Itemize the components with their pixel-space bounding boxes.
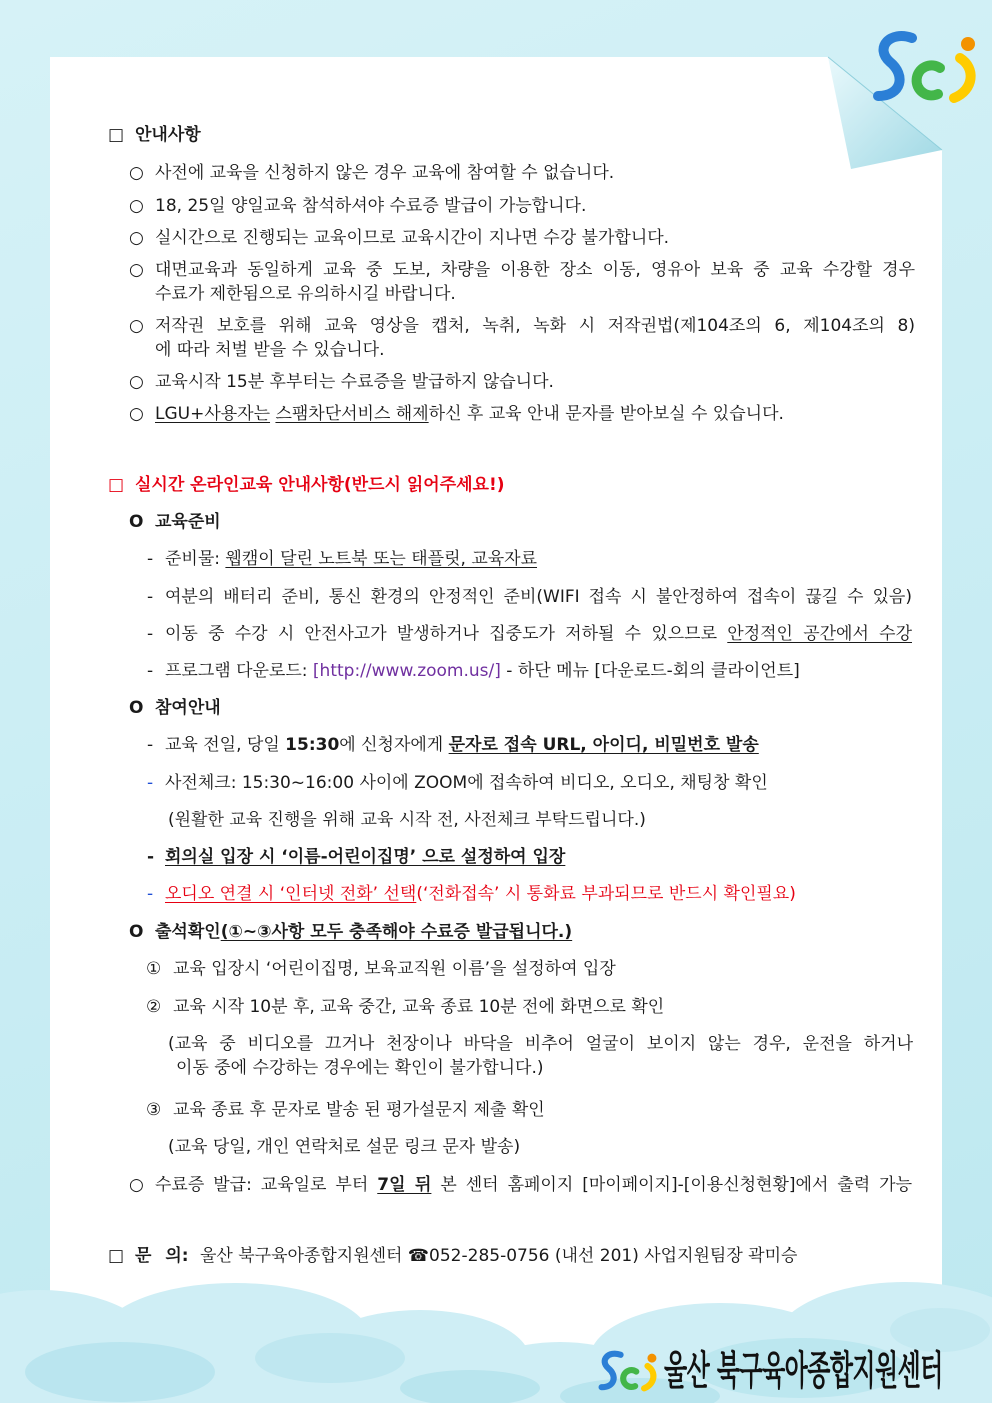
notice-item-6 — [129, 370, 915, 394]
dash-marker: - — [147, 661, 154, 681]
step-note-line: (교육 중 비디오를 끄거나 천장이나 바닥을 비추어 얼굴이 보이지 않는 경우, 운전을 하거나 — [168, 1034, 913, 1054]
notice-item-text: 사전에 교육을 신청하지 않은 경우 교육에 참여할 수 없습니다. — [155, 163, 615, 183]
send-time: 15:30 — [285, 735, 340, 755]
step-text: 교육 입장시 ‘어린이집명, 보육교직원 이름’을 설정하여 입장 — [173, 959, 616, 979]
notice-item-line: 수료가 제한됨으로 유의하시길 바랍니다. — [155, 284, 456, 304]
online-heading — [108, 473, 505, 497]
download-label: 프로그램 다운로드: — [165, 661, 308, 681]
step-text: 교육 시작 10분 후, 교육 중간, 교육 종료 10분 전에 화면으로 확인 — [173, 997, 665, 1017]
download-menu-path: - 하단 메뉴 [다운로드-회의 클라이언트] — [506, 661, 800, 681]
bullet-marker: ○ — [129, 372, 144, 392]
heading-square-marker: □ — [108, 1246, 125, 1266]
notice-item-7 — [129, 402, 915, 426]
participation-heading — [129, 696, 221, 720]
participation-precheck-note — [168, 808, 646, 832]
spam-block-underlined: 스팸차단서비스 해제 — [275, 404, 429, 424]
footer-brand-name: 울산 북구육아종합지원센터 — [664, 1348, 943, 1394]
notice-item-3 — [129, 226, 915, 250]
room-entry-text — [165, 845, 912, 869]
participation-audio — [147, 882, 912, 906]
notice-item-text: 18, 25일 양일교육 참석하셔야 수료증 발급이 가능합니다. — [155, 196, 587, 216]
audio-underlined: 오디오 연결 시 ‘인터넷 전화’ 선택 — [165, 884, 417, 904]
bullet-marker: ○ — [129, 260, 144, 280]
download-text — [165, 659, 912, 683]
certificate-highlight: 7일 뒤 — [377, 1175, 432, 1195]
bullet-marker: ○ — [129, 404, 144, 424]
notice-item-text: 실시간으로 진행되는 교육이므로 교육시간이 지나면 수강 불가합니다. — [155, 228, 670, 248]
supplies-value: 웹캠이 달린 노트북 또는 태플릿, 교육자료 — [225, 549, 538, 569]
preparation-title: 교육준비 — [155, 512, 221, 532]
attendance-heading — [129, 920, 572, 944]
moving-underlined: 안정적인 공간에서 수강 — [727, 624, 912, 644]
moving-text — [165, 622, 912, 646]
notice-item-line: 대면교육과 동일하게 교육 중 도보, 차량을 이용한 장소 이동, 영유아 보육 중 교육 수강할 경우 — [155, 260, 915, 280]
step-number: ① — [146, 959, 162, 979]
participation-title: 참여안내 — [155, 698, 221, 718]
audio-text — [165, 882, 912, 906]
attendance-title-note: (①~③사항 모두 충족해야 수료증 발급됩니다.) — [220, 922, 573, 942]
zoom-download-link[interactable]: [http://www.zoom.us/] — [312, 661, 501, 681]
attendance-title: 출석확인 — [155, 922, 221, 942]
heading-square-marker: □ — [108, 475, 125, 495]
participation-send — [147, 733, 912, 757]
contact-label: 문 의: — [135, 1246, 189, 1266]
dash-marker: - — [147, 587, 154, 607]
notice-item-text — [155, 402, 915, 426]
dash-marker: - — [147, 773, 154, 793]
step-number: ③ — [146, 1100, 162, 1120]
center-logo-icon — [868, 28, 986, 106]
attendance-step-2 — [146, 995, 913, 1019]
notice-item-line: 저작권 보호를 위해 교육 영상을 캡처, 녹취, 녹화 시 저작권법(제104조의 6, 제104조의 8) — [155, 316, 915, 336]
dash-marker: - — [147, 847, 155, 867]
supplies-label: 준비물: — [165, 549, 220, 569]
notice-item-2 — [129, 194, 915, 218]
precheck-text: 사전체크: 15:30~16:00 사이에 ZOOM에 접속하여 비디오, 오디오, 채팅창 확인 — [165, 773, 768, 793]
bullet-marker: ○ — [129, 196, 144, 216]
step-note-text: (교육 당일, 개인 연락처로 설문 링크 문자 발송) — [168, 1137, 521, 1157]
send-text — [165, 733, 912, 757]
moving-warning: 이동 중 수강 시 안전사고가 발생하거나 집중도가 저하될 수 있으므로 — [165, 624, 718, 644]
certificate-before: 수료증 발급: 교육일로 부터 — [155, 1175, 369, 1195]
battery-text: 여분의 배터리 준비, 통신 환경의 안정적인 준비(WIFI 접속 시 불안정하여 접속이 끊길 수 있음) — [165, 587, 912, 607]
audio-rest: (‘전화접속’ 시 통화료 부과되므로 반드시 확인필요) — [416, 884, 796, 904]
step-note-text — [168, 1032, 913, 1080]
online-heading-title: 실시간 온라인교육 안내사항(반드시 읽어주세요!) — [135, 475, 505, 495]
attendance-step-1 — [146, 957, 913, 981]
notice-item-text — [155, 314, 915, 362]
center-logo-icon — [596, 1342, 662, 1400]
step-text: 교육 종료 후 문자로 발송 된 평가설문지 제출 확인 — [173, 1100, 545, 1120]
bullet-marker: ○ — [129, 163, 144, 183]
lgu-user-underlined: LGU+사용자는 — [155, 404, 271, 424]
certificate-text — [155, 1173, 912, 1197]
precheck-note-text: (원활한 교육 진행을 위해 교육 시작 전, 사전체크 부탁드립니다.) — [168, 810, 646, 830]
notice-item-5 — [129, 314, 915, 362]
sub-heading-marker: O — [129, 698, 144, 718]
preparation-battery — [147, 585, 912, 609]
room-entry-underlined: 회의실 입장 시 ‘이름-어린이집명’ 으로 설정하여 입장 — [165, 847, 566, 867]
attendance-step-3 — [146, 1098, 913, 1122]
bullet-marker: ○ — [129, 316, 144, 336]
send-before: 교육 전일, 당일 — [165, 735, 280, 755]
notice-item-line: 에 따라 처벌 받을 수 있습니다. — [155, 340, 385, 360]
bullet-marker: ○ — [129, 228, 144, 248]
notice-item-rest: 하신 후 교육 안내 문자를 받아보실 수 있습니다. — [428, 404, 784, 424]
dash-marker: - — [147, 549, 154, 569]
bullet-marker: ○ — [129, 1175, 144, 1195]
contact-text: 울산 북구육아종합지원센터 ☎052-285-0756 (내선 201) 사업지원팀장 곽미승 — [200, 1246, 798, 1266]
preparation-heading — [129, 510, 221, 534]
preparation-download — [147, 659, 912, 683]
sub-heading-marker: O — [129, 512, 144, 532]
send-underlined: 문자로 접속 URL, 아이디, 비밀번호 발송 — [448, 735, 759, 755]
dash-marker: - — [147, 735, 154, 755]
send-middle: 에 신청자에게 — [339, 735, 444, 755]
participation-room-entry — [147, 845, 912, 869]
certificate-issue — [129, 1173, 912, 1197]
sub-heading-marker: O — [129, 922, 144, 942]
preparation-moving — [147, 622, 912, 646]
notice-item-text — [155, 258, 915, 306]
preparation-supplies — [147, 547, 912, 571]
step-number: ② — [146, 997, 162, 1017]
dash-marker: - — [147, 624, 154, 644]
attendance-step-2-note — [168, 1032, 913, 1080]
certificate-after: 본 센터 홈페이지 [마이페이지]-[이용신청현황]에서 출력 가능 — [440, 1175, 912, 1195]
participation-precheck — [147, 771, 912, 795]
notice-item-1 — [129, 161, 915, 185]
heading-square-marker: □ — [108, 125, 125, 145]
step-note-line: 이동 중에 수강하는 경우에는 확인이 불가합니다.) — [176, 1058, 544, 1078]
supplies-text — [165, 547, 912, 571]
notice-item-4 — [129, 258, 915, 306]
attendance-title-group — [155, 920, 572, 944]
attendance-step-3-note — [168, 1135, 520, 1159]
dash-marker: - — [147, 884, 154, 904]
notice-item-text: 교육시작 15분 후부터는 수료증을 발급하지 않습니다. — [155, 372, 554, 392]
notice-heading-title: 안내사항 — [135, 125, 201, 145]
notice-heading — [108, 123, 201, 147]
